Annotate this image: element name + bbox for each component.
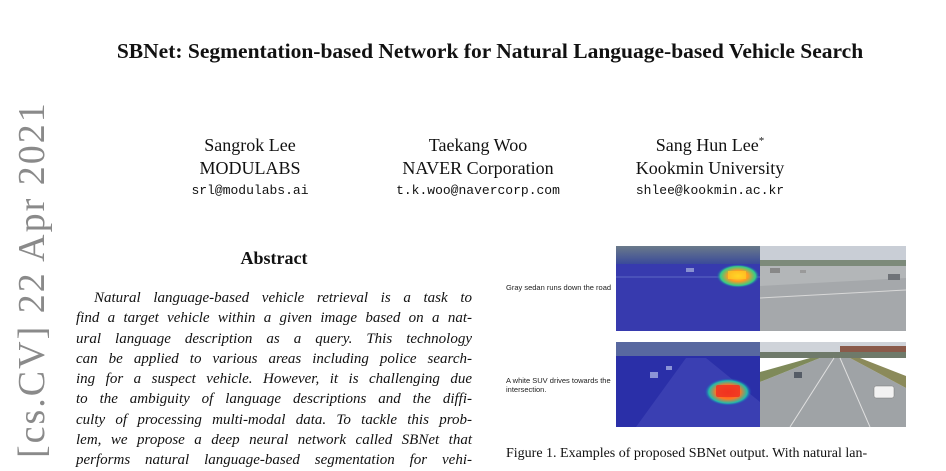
original-image — [760, 342, 906, 427]
corresponding-mark: * — [758, 135, 765, 147]
abstract-line: performs natural language-based segmentation for vehi- — [76, 452, 472, 469]
abstract-line: can be applied to various areas including police search- — [76, 350, 472, 367]
author-name: Taekang Woo — [428, 135, 528, 155]
paper-title: SBNet: Segmentation-based Network for Natural Language-based Vehicle Search — [116, 39, 864, 63]
abstract-heading: Abstract — [240, 248, 308, 268]
author-name: Sangrok Lee — [204, 135, 296, 155]
author-email[interactable]: srl@modulabs.ai — [191, 183, 309, 198]
abstract-line: ural language description as a query. This technology — [76, 330, 472, 347]
figure-1 — [506, 246, 906, 426]
segmentation-image — [616, 342, 760, 427]
original-image — [760, 246, 906, 331]
abstract-line: culty of processing multi-modal data. To tackle this prob- — [76, 411, 472, 428]
author-block — [600, 134, 820, 202]
author-affiliation: Kookmin University — [635, 158, 785, 178]
author-affiliation: NAVER Corporation — [402, 158, 554, 178]
arxiv-stamp: [cs.CV] 22 Apr 2021 — [11, 101, 53, 458]
abstract-text — [76, 288, 472, 471]
author-affiliation: MODULABS — [199, 158, 301, 178]
abstract-line: find a target vehicle within a given image based on a nat- — [76, 310, 472, 327]
abstract-line: to the ambiguity of language descriptions and the diffi- — [76, 391, 472, 408]
author-name: Sang Hun Lee* — [655, 135, 765, 155]
author-email[interactable]: shlee@kookmin.ac.kr — [635, 183, 785, 198]
author-email[interactable]: t.k.woo@navercorp.com — [396, 183, 560, 198]
figure-caption: Figure 1. Examples of proposed SBNet output. With natural lan- — [506, 446, 868, 461]
abstract-line: ing for a suspect vehicle. However, it is challenging due — [76, 371, 472, 388]
query-text: Gray sedan runs down the road — [506, 283, 612, 292]
figure-row — [506, 246, 906, 331]
figure-row — [506, 342, 906, 427]
author-block — [150, 134, 350, 202]
segmentation-image — [616, 246, 760, 331]
abstract-line: lem, we propose a deep neural network called SBNet that — [76, 432, 472, 449]
query-text: A white SUV drives towards the intersection. — [506, 376, 611, 394]
author-block — [368, 134, 588, 202]
abstract-line: Natural language-based vehicle retrieval is a task to — [94, 290, 472, 306]
